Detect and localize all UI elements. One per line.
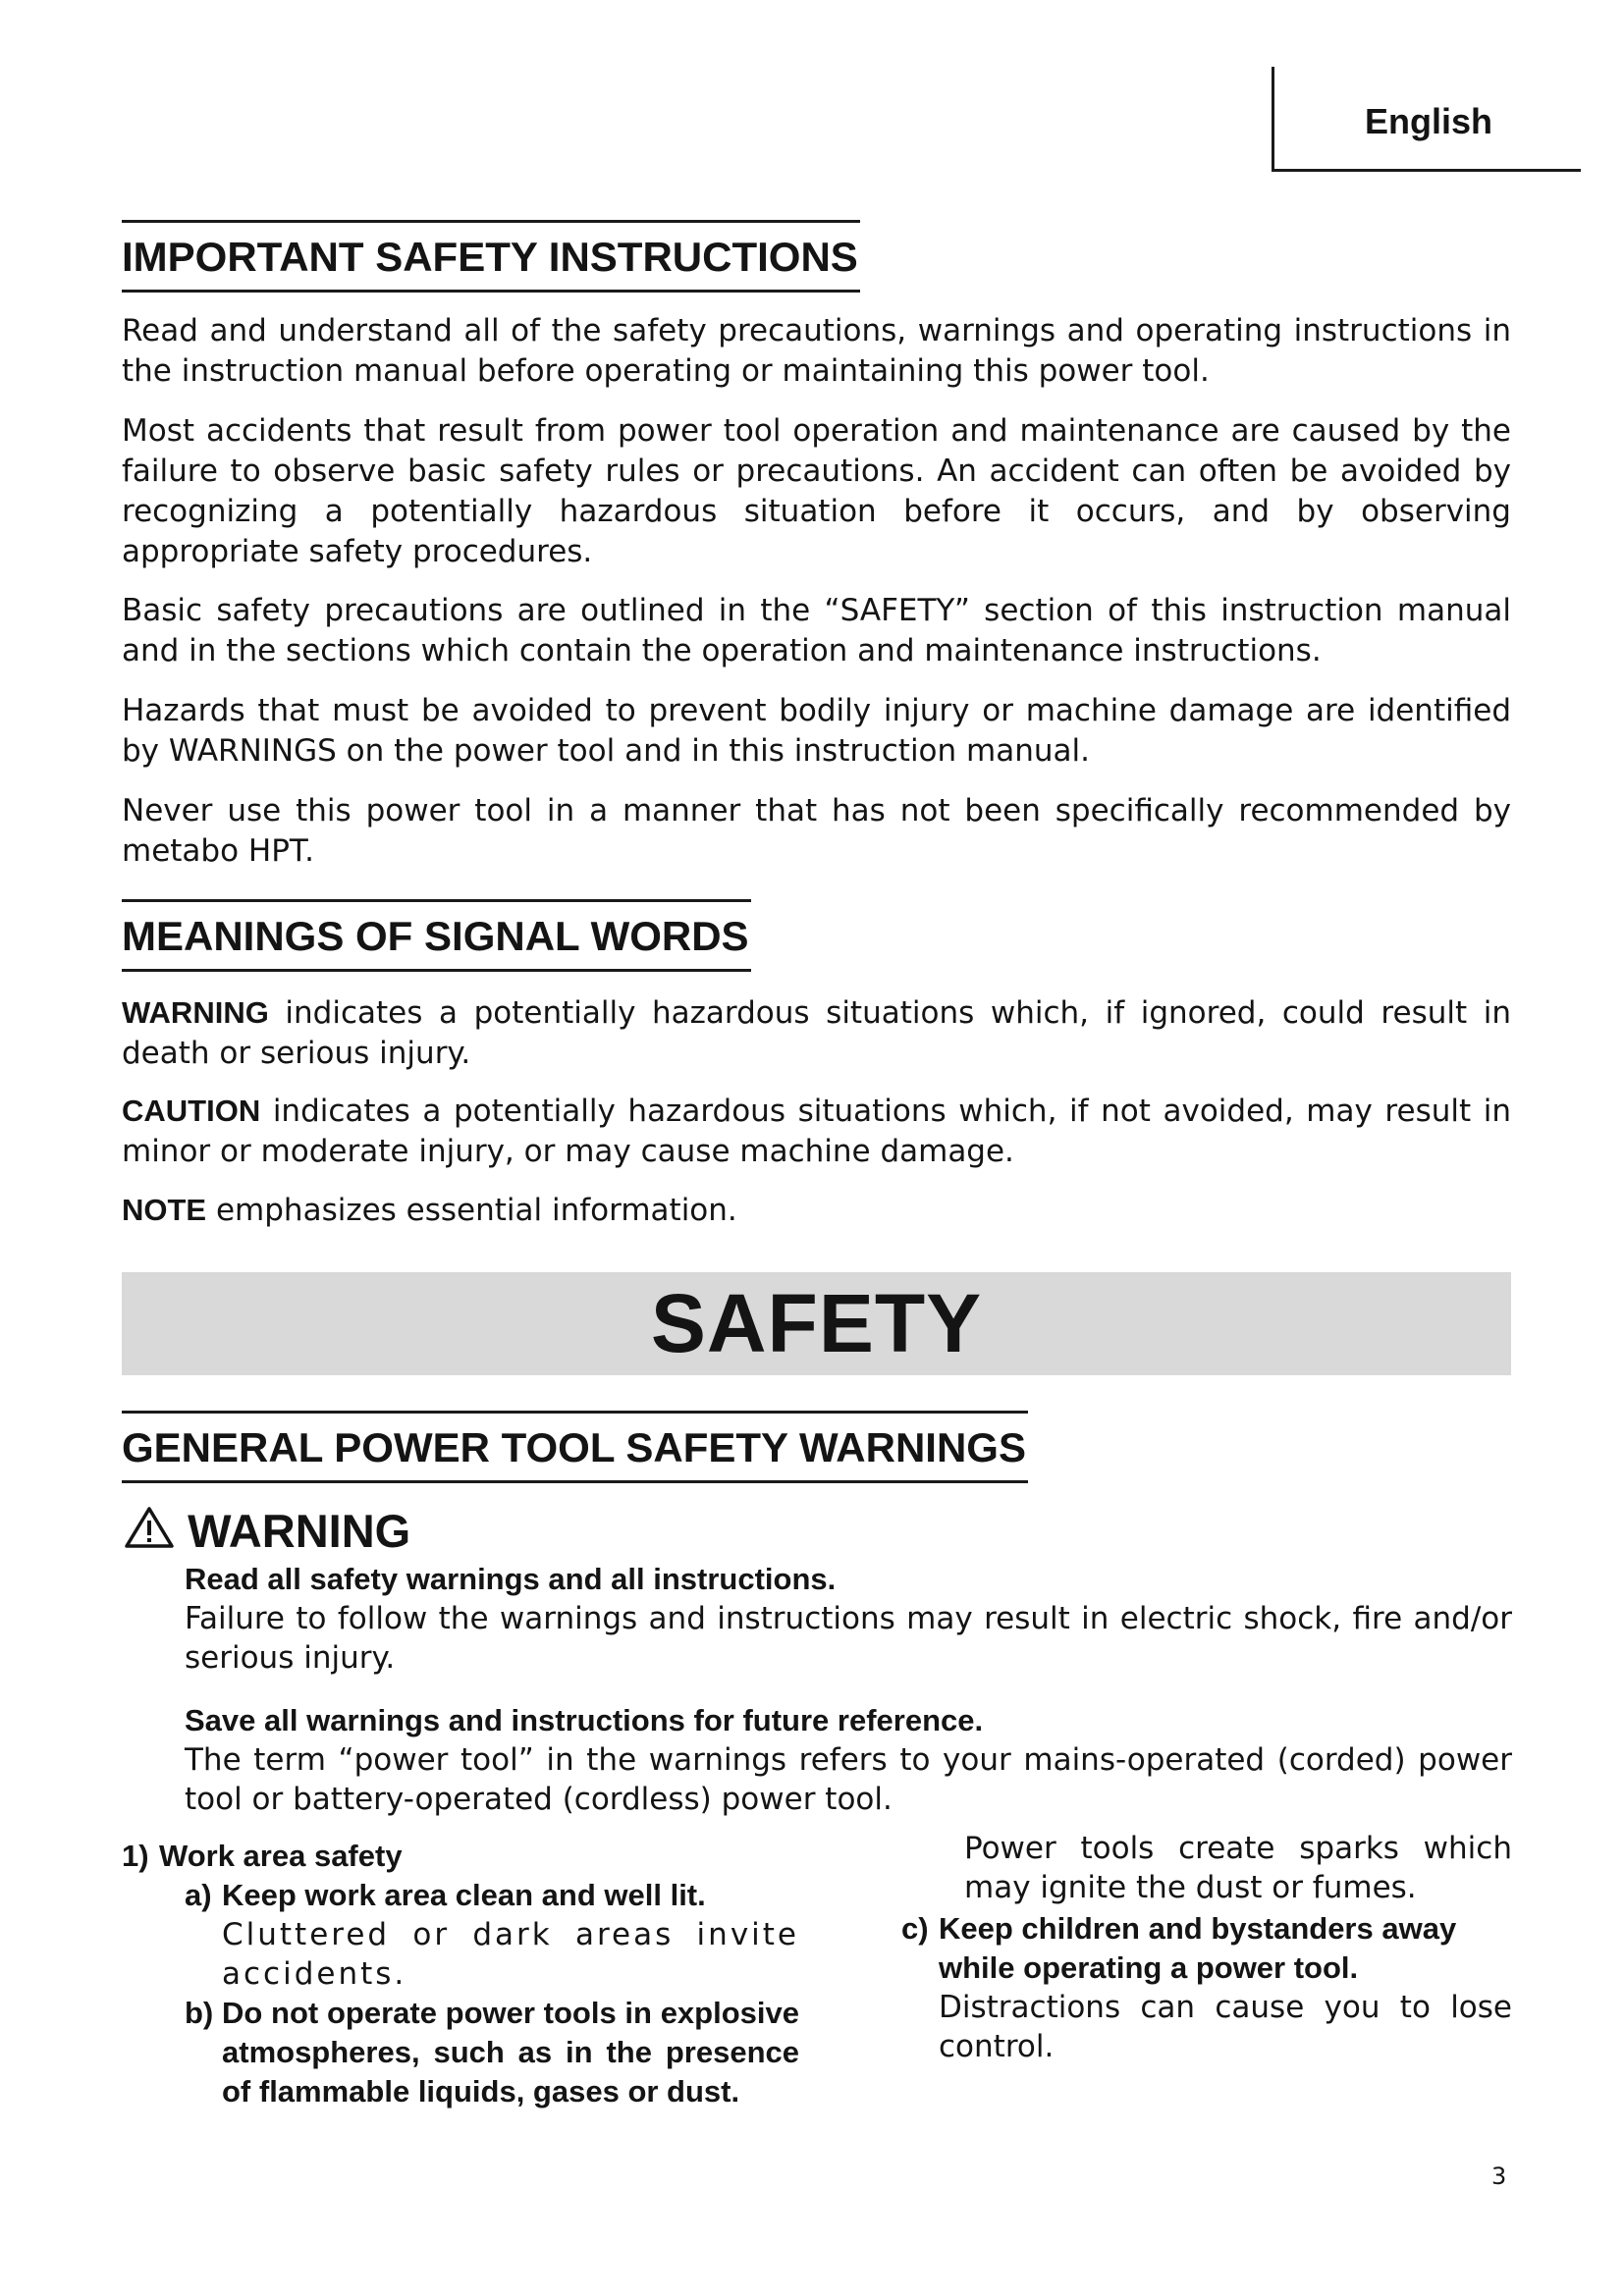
- important-safety-heading: IMPORTANT SAFETY INSTRUCTIONS: [122, 220, 860, 293]
- signal-text-note: emphasizes essential information.: [206, 1193, 737, 1228]
- signal-term-warning: WARNING: [122, 995, 269, 1030]
- important-paragraph-1: Read and understand all of the safety precautions, warnings and operating instructions in the instruction manual before operating or maintaining this power tool.: [122, 313, 1511, 389]
- save-all-block: [185, 1701, 1512, 1819]
- read-all-block: [185, 1560, 1512, 1678]
- work-area-heading: [122, 1837, 799, 1876]
- safety-banner: [122, 1272, 1511, 1375]
- signal-term-caution: CAUTION: [122, 1094, 261, 1128]
- item-b-letter: b): [185, 1996, 214, 2030]
- language-label: English: [1364, 101, 1492, 141]
- signal-text-warning: indicates a potentially hazardous situations which, if ignored, could result in death or serious injury.: [122, 995, 1511, 1071]
- save-all-text: The term “power tool” in the warnings refers to your mains-operated (corded) power tool or battery-operated (cordless) power tool.: [185, 1742, 1512, 1817]
- work-area-continued: [901, 1829, 1512, 2066]
- important-paragraph-4: Hazards that must be avoided to prevent bodily injury or machine damage are identified by WARNINGS on the power tool and in this instruction manual.: [122, 693, 1511, 769]
- item-b-text: Power tools create sparks which may ignite the dust or fumes.: [964, 1831, 1512, 1905]
- work-area-section: [122, 1837, 799, 2111]
- item-a: [122, 1876, 799, 1994]
- language-tab: [1272, 67, 1581, 172]
- signal-words-heading: MEANINGS OF SIGNAL WORDS: [122, 899, 751, 972]
- signal-caution: [122, 1091, 1511, 1172]
- work-area-title: Work area safety: [159, 1839, 403, 1873]
- signal-term-note: NOTE: [122, 1193, 207, 1227]
- item-c: [901, 1909, 1512, 2066]
- item-c-title: Keep children and bystanders away while operating a power tool.: [939, 1911, 1457, 1985]
- signal-warning: [122, 992, 1511, 1074]
- important-paragraph-2: Most accidents that result from power tool operation and maintenance are caused by the failure to observe basic safety rules or precautions. An accident can often be avoided by recognizing a potentially hazardous situation before it occurs, and by observing appropriate safety procedures.: [122, 413, 1511, 569]
- warning-triangle-icon: [124, 1505, 188, 1557]
- item-b: [122, 1994, 799, 2111]
- item-a-title: Keep work area clean and well lit.: [222, 1878, 706, 1912]
- signal-text-caution: indicates a potentially hazardous situations which, if not avoided, may result in minor or moderate injury, or may cause machine damage.: [122, 1094, 1511, 1169]
- item-a-letter: a): [185, 1878, 212, 1912]
- item-c-letter: c): [901, 1911, 929, 1946]
- page-number: 3: [1491, 2163, 1507, 2190]
- read-all-text: Failure to follow the warnings and instructions may result in electric shock, fire and/or serious injury.: [185, 1601, 1512, 1676]
- read-all-title: Read all safety warnings and all instructions.: [185, 1562, 837, 1596]
- important-paragraph-5: Never use this power tool in a manner that has not been specifically recommended by metabo HPT.: [122, 793, 1511, 869]
- warning-label: WARNING: [188, 1505, 411, 1557]
- item-b-title: Do not operate power tools in explosive atmospheres, such as in the presence of flammable liquids, gases or dust.: [222, 1996, 799, 2109]
- warning-heading: [124, 1502, 410, 1561]
- important-paragraph-3: Basic safety precautions are outlined in the “SAFETY” section of this instruction manual and in the sections which contain the operation and maintenance instructions.: [122, 593, 1511, 668]
- general-safety-heading: GENERAL POWER TOOL SAFETY WARNINGS: [122, 1411, 1028, 1483]
- item-c-text: Distractions can cause you to lose control.: [939, 1990, 1512, 2064]
- save-all-title: Save all warnings and instructions for future reference.: [185, 1703, 984, 1737]
- safety-banner-title: SAFETY: [650, 1277, 983, 1369]
- work-area-number: 1): [122, 1839, 149, 1873]
- item-a-text: Cluttered or dark areas invite accidents.: [222, 1917, 799, 1992]
- signal-note: [122, 1190, 1511, 1231]
